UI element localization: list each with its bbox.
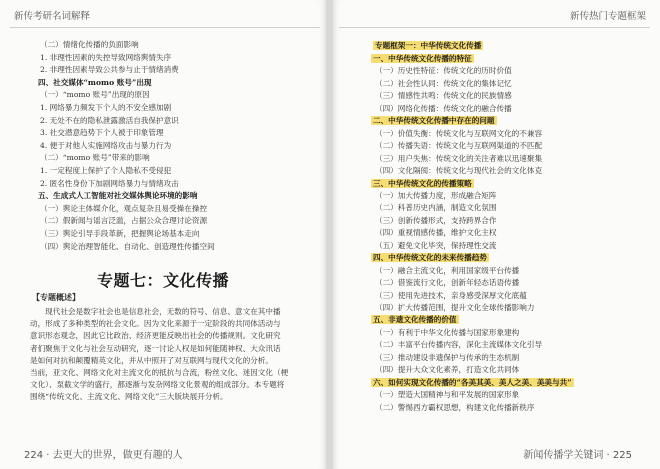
outline-item: （二）科普历史内涵，制造文化氛围 (375, 203, 497, 213)
outline-item: 3. 社交潜意趋势下个人被于印象管理 (40, 128, 164, 138)
left-page (0, 0, 326, 469)
section-heading (371, 179, 474, 189)
section-heading (371, 54, 474, 64)
left-header-rule (10, 27, 320, 28)
outline-item: 2. 非理性因素导致公共参与止于情绪消费 (40, 65, 179, 75)
outline-item: （五）避免文化毕突，保持理性交流 (375, 240, 497, 250)
highlighted-heading: 六、如何实现文化传播的“各美其美、美人之美、美美与共” (373, 377, 572, 387)
outline-item: （四）提升大众文化素养，打造文化共同体 (375, 365, 520, 375)
section-heading (371, 253, 489, 263)
outline-item: （四）文化隔阂：传统文化与现代社会的文化体克 (375, 166, 543, 176)
outline-item: （一）加大传播力度，形成融合矩阵 (375, 190, 497, 200)
outline-item: （二）借鉴流行文化，创新年轻态话语传播 (375, 278, 520, 288)
paragraph-line: 围绕“传统文化、主流文化、网络文化”三大版块展开分析。 (30, 392, 228, 402)
highlighted-heading: 一、中华传统文化传播的特征 (373, 54, 472, 63)
right-running-head: 新传热门专题框架 (569, 11, 646, 22)
paragraph-line: 意识形态观念，因此它比政治、经济更能反映出社会的传播规则。文化研究 (30, 331, 281, 341)
outline-item: 1. 非理性因素的失控导致网络舆情失序 (40, 52, 172, 62)
outline-item: 2. 无处不在的隐私泄露激活自我保护意识 (40, 115, 179, 125)
outline-item: （一）塑造大国精神与和平发展的国家形象 (375, 390, 520, 400)
outline-item: （一）历史性特征：传统文化的历时价值 (375, 66, 512, 76)
outline-item: 1. 网络暴力频发下个人的不安全感加剧 (40, 103, 172, 112)
outline-item: （三）推动建设非遗保护与传承的生态机制 (375, 352, 520, 362)
outline-item: （二）警惕西方霸权思想，构建文化传播新秩序 (375, 402, 535, 412)
outline-item: 1. 一定程度上保护了个人隐私不受侵犯 (40, 166, 172, 175)
outline-item: （四）网络化传播：传统文化的融合传播 (375, 103, 512, 113)
paragraph-line: 现代社会是数字社会也是信息社会，无数的符号、信息、意文在其中播 (30, 307, 281, 316)
highlighted-heading: 五、非遗文化传播的价值 (373, 315, 457, 325)
outline-item: 4. 便于对他人实施网络攻击与暴力行为 (40, 140, 172, 150)
section-heading (371, 378, 574, 388)
chapter-title: 专题七：文化传播 (96, 271, 229, 290)
outline-item: （三）情感性共鸣：传统文化的民族情感 (375, 91, 512, 101)
book-gutter (326, 0, 333, 469)
outline-item: （三）创新传播形式，支持跨界合作 (375, 215, 497, 225)
left-running-head: 新传考研名词解释 (14, 11, 91, 22)
outline-item: （一）有利于中华文化传播与国家形象建构 (375, 327, 520, 337)
outline-item: （三）舆论引导手段革新，把握舆论场基本走向 (40, 229, 200, 238)
outline-item: （一）“momo 账号”出现的原因 (40, 90, 150, 100)
section-heading: 五、生成式人工智能对社交媒体舆论环境的影响 (38, 191, 198, 201)
highlighted-heading: 四、中华传统文化的未来传播趋势 (373, 253, 487, 263)
paragraph-line: 文化）、泵截文学的盛行，都逐渐与发杂网络文化景观的组成部分。本专题将 (30, 380, 285, 390)
frame-title-text: 专题框架一：中华传统文化传播 (375, 41, 482, 50)
outline-item: （三）使用先进技术，亲身感受深厚文化底蕴 (375, 290, 527, 300)
outline-item: （四）重视情感传播，维护文化主权 (375, 228, 497, 238)
outline-item: 2. 匿名性身份下加剧网络暴力与情绪攻击 (40, 178, 179, 188)
outline-item: （二）丰富平台传播内容，深化主流媒体文化引导 (375, 340, 543, 350)
section-heading: 四、社交媒体“momo 账号”出现 (38, 77, 152, 87)
paragraph-line: 动，形成了多种类型的社会文化。因为文化来源于一定阶段的共同体活动与 (30, 319, 281, 329)
outline-item: （三）用户失焦：传统文化的关注者难以迅速聚集 (375, 153, 543, 163)
frame-title (373, 41, 483, 51)
left-folio: 224 · 去更大的世界，做更有趣的人 (24, 450, 183, 461)
right-header-rule (339, 27, 650, 28)
outline-item: （二）情绪化传播的负面影响 (40, 40, 139, 49)
section-heading (371, 315, 459, 325)
outline-item: （二）“momo 账号”带来的影响 (40, 153, 150, 163)
outline-item: （四）扩大传播范围，提升文化全球传播影响力 (375, 303, 535, 312)
outline-item: （一）舆论主体媒介化，观点复杂且易受操在操控 (40, 203, 208, 213)
right-page (333, 0, 660, 469)
paragraph-line: 是如何对抗和颠覆精英文化，并从中照开了对互联网与现代文化的分析。 (30, 355, 273, 365)
highlighted-heading: 三、中华传统文化的传播策略 (373, 178, 472, 188)
outline-item: （二）社会性认同：传统文化的集体记忆 (375, 78, 512, 88)
overview-label: 【专题概述】 (32, 292, 80, 302)
outline-item: （四）舆论治理智能化、自动化、创造理性传播空间 (40, 241, 215, 251)
outline-item: （二）假新闻与谣言泛滥，占据公众合理讨论资源 (40, 216, 208, 226)
right-folio: 新闻传播学关键词 · 225 (523, 450, 632, 461)
paragraph-line: 当前，亚文化、网络文化对主流文化的抵抗与合流，粉丝文化、迷因文化（梗 (30, 368, 289, 377)
outline-item: （二）传播失语：传统文化与互联网渠道的不匹配 (375, 141, 543, 151)
section-heading (371, 116, 497, 126)
highlighted-heading: 二、中华传统文化传播中存在的问题 (373, 116, 495, 126)
paragraph-line: 者们聚焦于文化与社会互动研究，逐一讨论人权是如何能随神权、大众讯话 (30, 343, 281, 353)
outline-item: （一）价值失衡：传统文化与互联网文化的不兼容 (375, 128, 543, 138)
outline-item: （一）融合主流文化，利用国家级平台传播 (375, 265, 520, 275)
